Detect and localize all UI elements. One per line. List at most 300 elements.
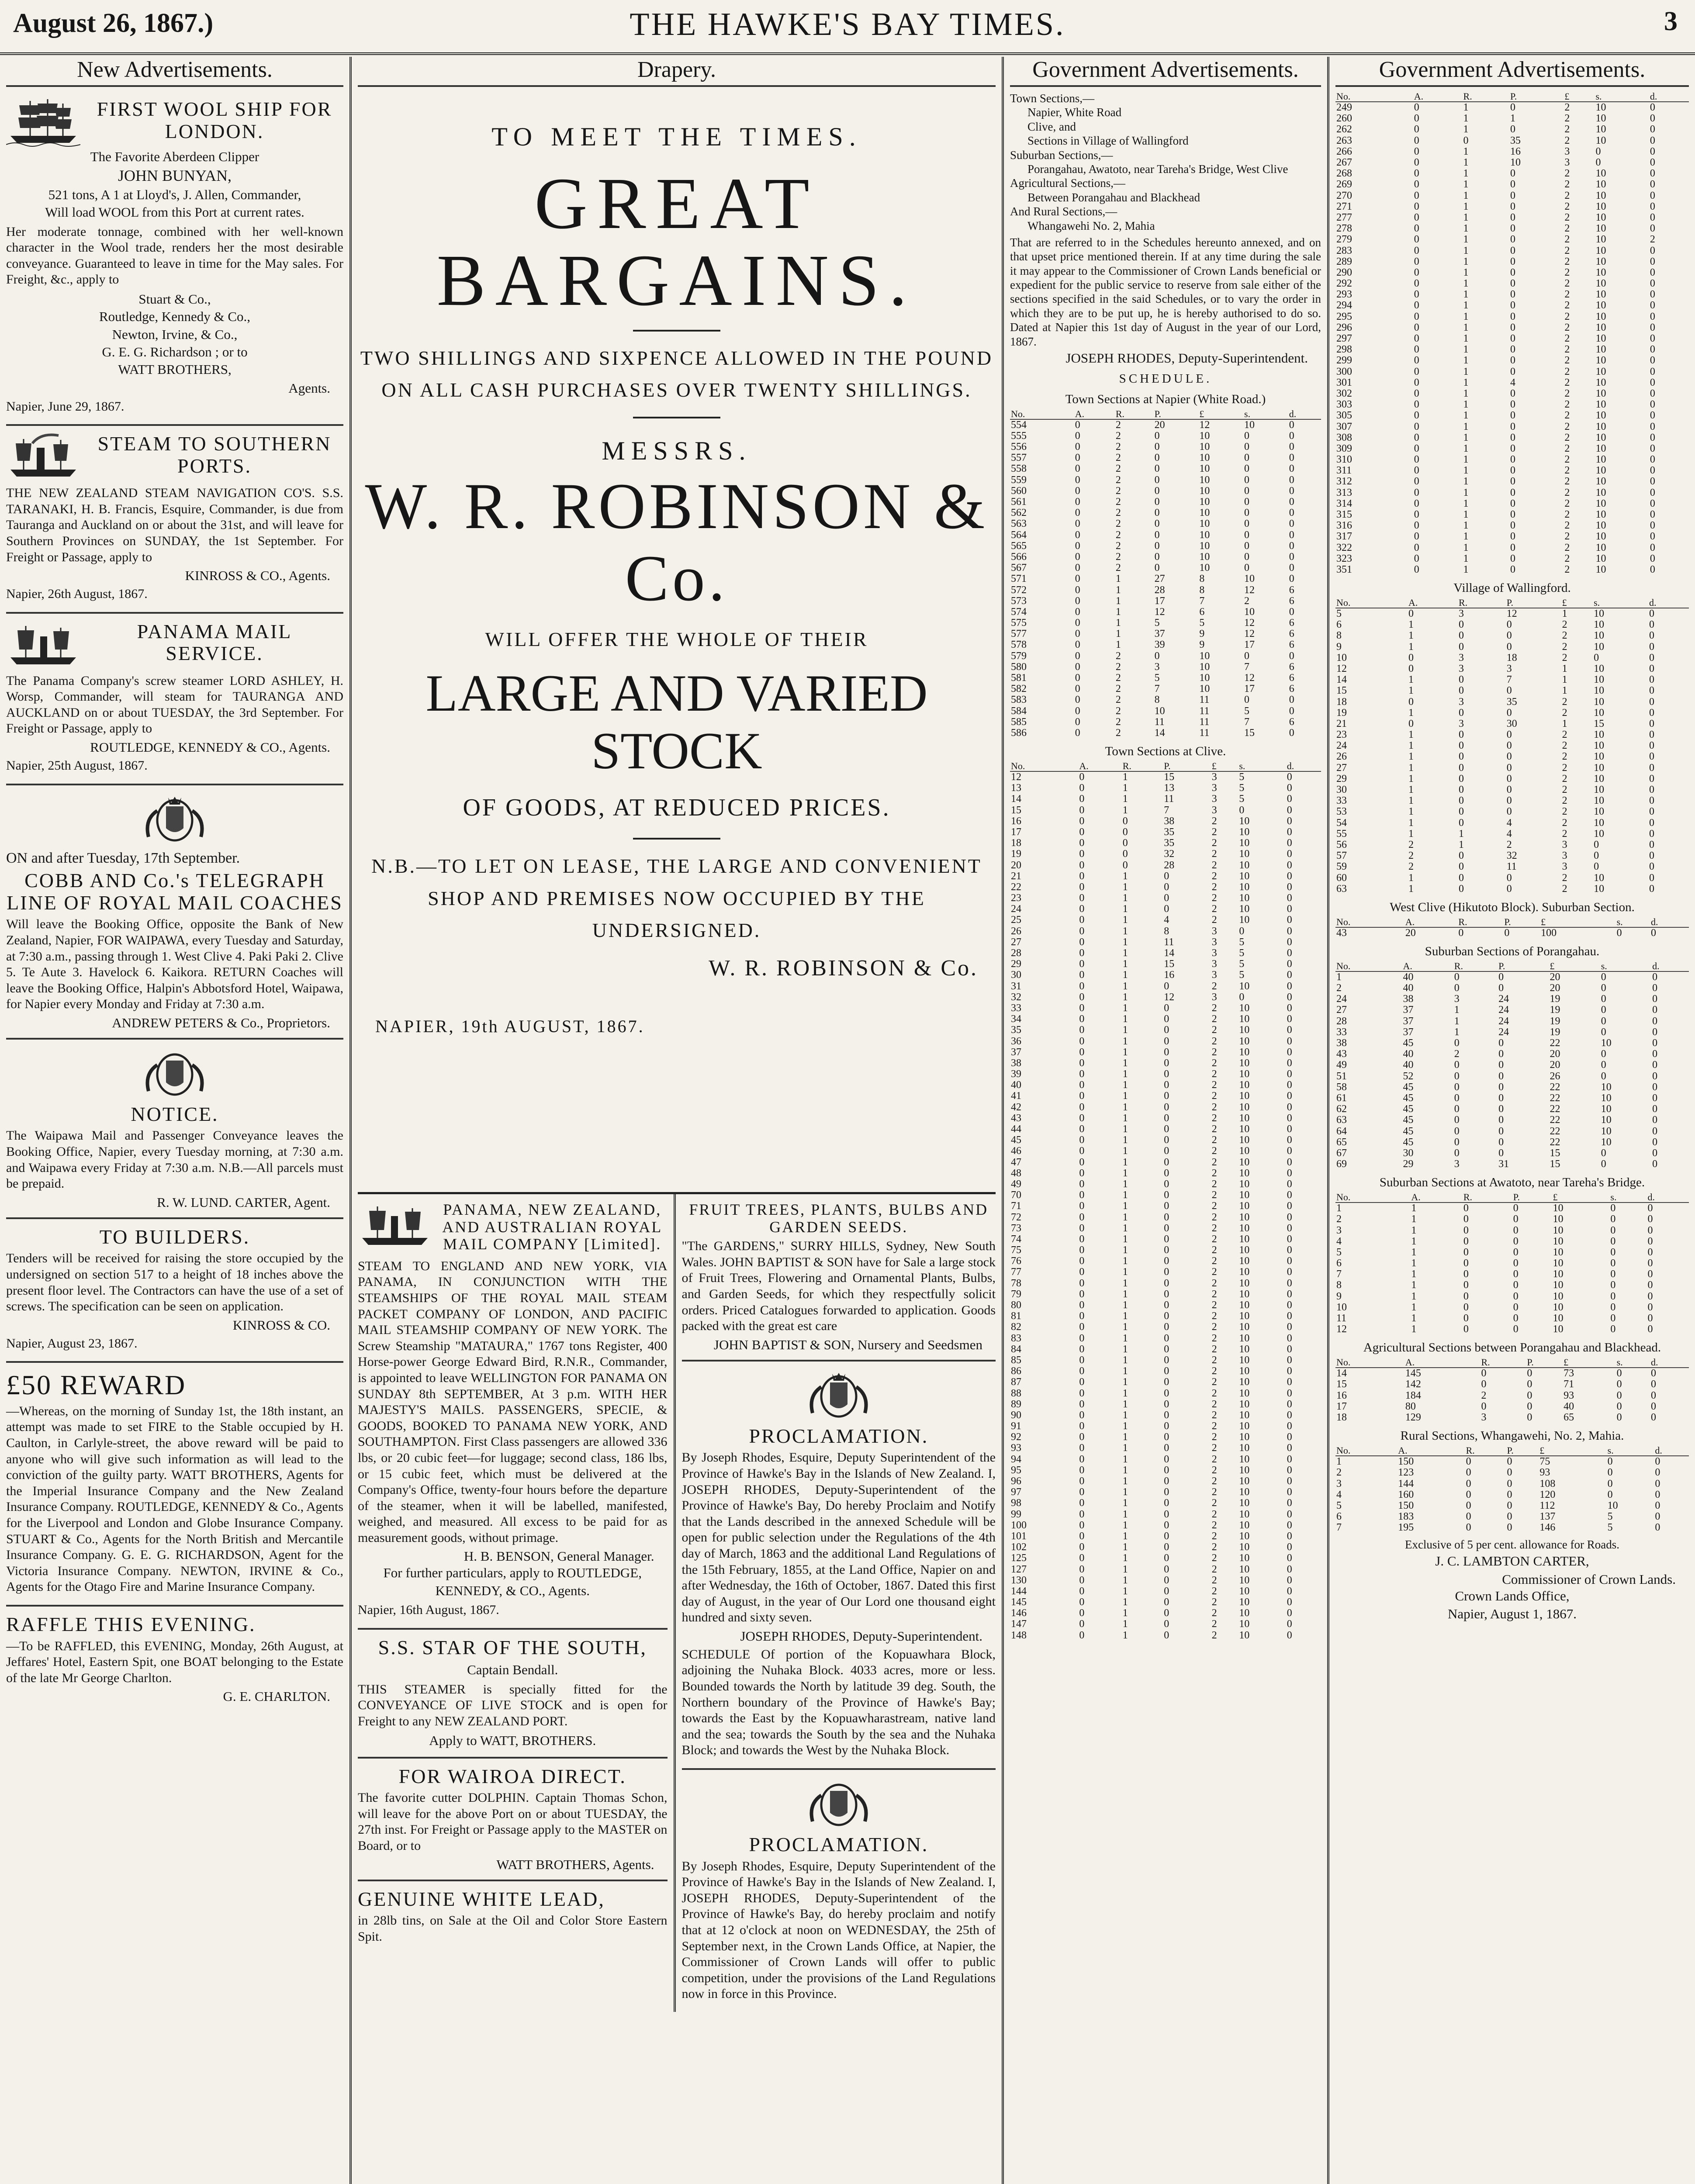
table-cell: 0 xyxy=(1164,1431,1169,1443)
table-cell: 0 xyxy=(1287,1332,1292,1344)
table-cell: 6 xyxy=(1289,661,1294,673)
table-cell: 10 xyxy=(1239,903,1250,915)
table-cell: 10 xyxy=(1239,1244,1250,1256)
table-cell: 0 xyxy=(1414,245,1419,256)
napier-sections-table xyxy=(1010,409,1321,739)
table-cell: 0 xyxy=(1510,531,1515,543)
table-cell: 1 xyxy=(1408,630,1414,642)
drapery-signature: W. R. ROBINSON & Co. xyxy=(709,955,978,981)
column-header: P. xyxy=(1163,761,1211,771)
table-cell: 1 xyxy=(1122,947,1128,959)
table-row xyxy=(1335,179,1689,190)
table-cell: 0 xyxy=(1647,1313,1653,1324)
table-cell: 0 xyxy=(1655,1511,1660,1523)
table-cell: 16 xyxy=(1164,969,1175,981)
table-cell: 2 xyxy=(1564,333,1570,345)
table-cell: 2 xyxy=(1211,1332,1217,1344)
table-cell: 4 xyxy=(1336,1489,1342,1500)
table-cell: 0 xyxy=(1287,1343,1292,1355)
table-cell: 0 xyxy=(1079,1035,1085,1047)
table-row xyxy=(1335,223,1689,234)
table-cell: 0 xyxy=(1650,135,1655,146)
table-cell: 2 xyxy=(1562,696,1567,708)
drapery-stock: LARGE AND VARIED STOCK xyxy=(425,663,928,780)
table-cell: 1 xyxy=(1408,817,1414,829)
table-cell: 0 xyxy=(1287,1145,1292,1157)
table-cell: 0 xyxy=(1075,529,1080,541)
table-cell: 260 xyxy=(1336,113,1352,124)
table-cell: 0 xyxy=(1287,1354,1292,1366)
table-cell: 0 xyxy=(1649,872,1655,884)
table-cell: 0 xyxy=(1507,1478,1512,1489)
table-cell: 10 xyxy=(1601,1103,1612,1115)
table-cell: 0 xyxy=(1463,1279,1469,1291)
schedule-heading: SCHEDULE. xyxy=(1119,372,1212,386)
ad-body: in 28lb tins, on Sale at the Oil and Color Store Eastern Spit. xyxy=(358,1913,668,1944)
table-cell: 10 xyxy=(1595,563,1606,575)
table-cell: 0 xyxy=(1244,441,1250,453)
table-cell: 3 xyxy=(1211,771,1217,783)
table-cell: 45 xyxy=(1011,1134,1021,1146)
table-cell: 144 xyxy=(1398,1478,1414,1489)
table-cell: 10 xyxy=(1594,751,1605,763)
table-cell: 2 xyxy=(1562,883,1567,895)
table-cell: 0 xyxy=(1650,223,1655,235)
table-cell: 1 xyxy=(1115,595,1121,607)
table-cell: 0 xyxy=(1513,1203,1519,1214)
table-cell: 0 xyxy=(1650,211,1655,223)
table-row xyxy=(1010,893,1321,904)
table-cell: 0 xyxy=(1414,145,1419,157)
column-header: £ xyxy=(1564,91,1595,102)
table-cell: 0 xyxy=(1652,971,1658,983)
table-cell: 312 xyxy=(1336,476,1352,487)
table-row xyxy=(1335,1093,1689,1104)
table-cell: 0 xyxy=(1289,507,1294,519)
table-cell: 1 xyxy=(1122,1607,1128,1619)
table-cell: 75 xyxy=(1539,1456,1550,1468)
table-cell: 0 xyxy=(1510,454,1515,466)
table-cell: 7 xyxy=(1244,716,1250,728)
table-cell: 2 xyxy=(1408,861,1414,873)
table-row xyxy=(1335,1368,1689,1379)
table-cell: 0 xyxy=(1414,563,1419,575)
table-cell: 10 xyxy=(1239,1519,1250,1531)
table-cell: 0 xyxy=(1510,256,1515,267)
table-cell: 1 xyxy=(1411,1324,1417,1335)
table-cell: 0 xyxy=(1513,1258,1519,1269)
drapery-goods: OF GOODS, AT REDUCED PRICES. xyxy=(463,794,891,821)
table-cell: 0 xyxy=(1652,1070,1658,1082)
table-cell: 0 xyxy=(1650,553,1655,564)
table-cell: 584 xyxy=(1011,705,1027,717)
table-row xyxy=(1010,1498,1321,1509)
table-cell: 2 xyxy=(1562,630,1567,642)
table-row xyxy=(1010,805,1321,816)
table-cell: 0 xyxy=(1466,1478,1471,1489)
table-cell: 1 xyxy=(1463,476,1469,487)
table-row xyxy=(1335,168,1689,179)
column-heading: Government Advertisements. xyxy=(1010,57,1321,87)
ad-title: COBB AND Co.'s TELEGRAPH LINE OF ROYAL MAIL COACHES xyxy=(7,869,343,914)
table-cell: 49 xyxy=(1011,1178,1021,1190)
table-cell: 310 xyxy=(1336,454,1352,466)
table-row xyxy=(1010,882,1321,893)
table-cell: 1 xyxy=(1122,804,1128,816)
table-cell: 2 xyxy=(1562,762,1567,774)
table-cell: 1 xyxy=(1411,1279,1417,1291)
ad-date: Napier, August 23, 1867. xyxy=(6,1336,138,1351)
table-cell: 2 xyxy=(1564,509,1570,521)
table-cell: 0 xyxy=(1164,1618,1169,1630)
intro-line: Between Porangahau and Blackhead xyxy=(1027,190,1200,204)
table-cell: 11 xyxy=(1506,861,1517,873)
table-row xyxy=(1335,564,1689,575)
table-row xyxy=(1010,1575,1321,1586)
table-cell: 0 xyxy=(1652,1026,1658,1038)
table-cell: 81 xyxy=(1011,1310,1021,1322)
table-cell: 1 xyxy=(1122,1508,1128,1520)
table-cell: 0 xyxy=(1498,1081,1504,1093)
table-cell: 11 xyxy=(1199,705,1210,717)
table-cell: 3 xyxy=(1211,804,1217,816)
table-row xyxy=(1335,774,1689,784)
table-row xyxy=(1010,827,1321,838)
table-cell: 18 xyxy=(1011,837,1021,849)
table-row xyxy=(1335,971,1689,983)
table-row xyxy=(1010,706,1321,717)
table-cell: 1 xyxy=(1122,1310,1128,1322)
table-cell: 65 xyxy=(1564,1412,1574,1424)
table-cell: 0 xyxy=(1164,1145,1169,1157)
table-cell: 10 xyxy=(1239,1277,1250,1289)
table-cell: 0 xyxy=(1164,1629,1169,1641)
table-cell: 1 xyxy=(1459,839,1464,850)
table-cell: 1 xyxy=(1408,762,1414,774)
table-cell: 69 xyxy=(1336,1158,1347,1170)
table-cell: 2 xyxy=(1115,419,1121,431)
table-cell: 1 xyxy=(1122,1156,1128,1168)
table-cell: 0 xyxy=(1287,1024,1292,1036)
table-cell: 10 xyxy=(1336,1301,1347,1313)
drapery-column xyxy=(352,57,1002,2184)
table-cell: 1 xyxy=(1411,1246,1417,1258)
table-cell: 0 xyxy=(1463,1235,1469,1247)
table-cell: 0 xyxy=(1510,245,1515,256)
table-cell: 0 xyxy=(1414,498,1419,509)
table-row xyxy=(1335,1280,1689,1291)
table-cell: 10 xyxy=(1239,1200,1250,1212)
table-cell: 0 xyxy=(1459,674,1464,686)
table-cell: 10 xyxy=(1239,1101,1250,1113)
table-row xyxy=(1010,563,1321,574)
table-cell: 578 xyxy=(1011,639,1027,651)
table-cell: 100 xyxy=(1011,1519,1027,1531)
table-cell: 13 xyxy=(1011,782,1021,794)
table-cell: 17 xyxy=(1244,639,1255,651)
table-row xyxy=(1335,300,1689,311)
table-cell: 0 xyxy=(1610,1290,1616,1302)
table-cell: 0 xyxy=(1414,344,1419,356)
table-cell: 0 xyxy=(1079,881,1085,893)
table-cell: 30 xyxy=(1403,1147,1414,1159)
table-cell: 10 xyxy=(1595,190,1606,201)
table-cell: 0 xyxy=(1075,661,1080,673)
table-cell: 0 xyxy=(1594,652,1599,663)
table-cell: 0 xyxy=(1079,1288,1085,1300)
table-cell: 2 xyxy=(1211,1046,1217,1058)
table-cell: 1 xyxy=(1562,608,1567,620)
table-cell: 0 xyxy=(1510,509,1515,521)
table-cell: 557 xyxy=(1011,452,1027,464)
table-cell: 10 xyxy=(1595,487,1606,498)
table-cell: 0 xyxy=(1289,452,1294,464)
table-cell: 1 xyxy=(1122,1299,1128,1311)
table-cell: 567 xyxy=(1011,562,1027,574)
table-cell: 2 xyxy=(1562,707,1567,719)
table-cell: 559 xyxy=(1011,474,1027,486)
table-cell: 0 xyxy=(1289,551,1294,563)
table-cell: 2 xyxy=(1564,410,1570,422)
column-header: P. xyxy=(1503,917,1540,927)
table-row xyxy=(1335,642,1689,653)
table-cell: 102 xyxy=(1011,1541,1027,1553)
table-cell: 0 xyxy=(1607,1467,1613,1479)
table-cell: 0 xyxy=(1414,211,1419,223)
table-cell: 10 xyxy=(1594,828,1605,840)
table-cell: 0 xyxy=(1513,1224,1519,1236)
table-cell: 0 xyxy=(1610,1258,1616,1269)
table-row xyxy=(1335,422,1689,432)
table-cell: 43 xyxy=(1336,1048,1347,1060)
table-cell: 16 xyxy=(1510,145,1521,157)
table-cell: 0 xyxy=(1164,1156,1169,1168)
column-header: A. xyxy=(1413,91,1463,102)
table-cell: 5 xyxy=(1336,1500,1342,1511)
table-cell: 292 xyxy=(1336,278,1352,290)
table-cell: 10 xyxy=(1239,837,1250,849)
table-cell: 1 xyxy=(1463,520,1469,532)
table-cell: 10 xyxy=(1601,1125,1612,1137)
table-cell: 0 xyxy=(1601,1015,1606,1027)
table-cell: 90 xyxy=(1011,1409,1021,1421)
table-cell: 83 xyxy=(1011,1332,1021,1344)
table-row xyxy=(1335,543,1689,553)
table-cell: 1 xyxy=(1115,584,1121,596)
table-cell: 0 xyxy=(1287,1222,1292,1234)
table-cell: 0 xyxy=(1289,650,1294,662)
table-cell: 23 xyxy=(1336,729,1347,741)
table-cell: 0 xyxy=(1289,573,1294,585)
table-cell: 0 xyxy=(1414,355,1419,366)
table-cell: 2 xyxy=(1211,1387,1217,1399)
table-cell: 35 xyxy=(1011,1024,1021,1036)
table-cell: 0 xyxy=(1414,157,1419,169)
table-cell: 0 xyxy=(1154,463,1160,475)
table-cell: 15 xyxy=(1550,1147,1560,1159)
table-row xyxy=(1010,662,1321,673)
table-cell: 184 xyxy=(1405,1389,1421,1401)
table-cell: 40 xyxy=(1564,1400,1574,1412)
table-cell: 2 xyxy=(1564,454,1570,466)
table-cell: 2 xyxy=(1564,223,1570,235)
table-cell: 2 xyxy=(1211,1464,1217,1476)
table-cell: 36 xyxy=(1011,1035,1021,1047)
table-cell: 1 xyxy=(1122,1090,1128,1102)
footer-date: Napier, August 1, 1867. xyxy=(1448,1606,1577,1621)
table-row xyxy=(1010,1080,1321,1091)
table-row xyxy=(1335,697,1689,708)
table-cell: 10 xyxy=(1594,740,1605,752)
table-cell: 0 xyxy=(1601,1070,1606,1082)
table-row xyxy=(1335,498,1689,509)
table-cell: 0 xyxy=(1164,1508,1169,1520)
table-cell: 0 xyxy=(1287,1057,1292,1069)
table-cell: 2 xyxy=(1211,1101,1217,1113)
table-row xyxy=(1010,1333,1321,1344)
table-cell: 7 xyxy=(1336,1268,1342,1280)
table-title: West Clive (Hikutoto Block). Suburban Section. xyxy=(1390,900,1635,914)
table-cell: 0 xyxy=(1289,463,1294,475)
ad-fruit-trees xyxy=(682,1194,996,1362)
table-cell: 5 xyxy=(1199,617,1205,629)
column-header: P. xyxy=(1506,1445,1539,1456)
table-cell: 0 xyxy=(1506,729,1512,741)
table-row xyxy=(1010,1190,1321,1201)
table-row xyxy=(1010,1278,1321,1289)
column-header: R. xyxy=(1465,1445,1506,1456)
table-cell: 59 xyxy=(1336,861,1347,873)
table-cell: 11 xyxy=(1199,727,1210,739)
table-cell: 10 xyxy=(1199,441,1210,453)
table-cell: 0 xyxy=(1079,1167,1085,1179)
table-cell: 5 xyxy=(1607,1511,1613,1523)
table-row xyxy=(1335,1082,1689,1093)
table-cell: 10 xyxy=(1239,980,1250,992)
table-cell: 0 xyxy=(1287,1464,1292,1476)
table-cell: 0 xyxy=(1459,630,1464,642)
table-cell: 0 xyxy=(1463,1313,1469,1324)
table-cell: 0 xyxy=(1079,837,1085,849)
table-cell: 2 xyxy=(1211,1024,1217,1036)
table-cell: 10 xyxy=(1595,289,1606,301)
table-cell: 10 xyxy=(1239,1321,1250,1333)
table-cell: 1 xyxy=(1122,1585,1128,1597)
table-cell: 0 xyxy=(1647,1290,1653,1302)
table-cell: 2 xyxy=(1564,432,1570,443)
table-cell: 0 xyxy=(1510,223,1515,235)
table-cell: 0 xyxy=(1650,442,1655,454)
table-cell: 0 xyxy=(1459,795,1464,807)
table-cell: 1 xyxy=(1463,542,1469,553)
table-cell: 289 xyxy=(1336,256,1352,267)
table-cell: 2 xyxy=(1562,817,1567,829)
column-header: P. xyxy=(1509,91,1564,102)
table-cell: 294 xyxy=(1336,300,1352,311)
table-cell: 0 xyxy=(1506,707,1512,719)
table-cell: 45 xyxy=(1403,1114,1414,1126)
table-cell: 10 xyxy=(1199,496,1210,508)
table-cell: 0 xyxy=(1650,432,1655,443)
table-cell: 2 xyxy=(1211,903,1217,915)
table-cell: 302 xyxy=(1336,387,1352,399)
ad-title: PROCLAMATION. xyxy=(749,1424,929,1447)
table-cell: 0 xyxy=(1079,1476,1085,1487)
table-cell: 1 xyxy=(1408,685,1414,697)
table-cell: 0 xyxy=(1616,1412,1622,1424)
table-cell: 0 xyxy=(1287,1618,1292,1630)
table-cell: 0 xyxy=(1650,179,1655,190)
table-cell: 15 xyxy=(1550,1158,1560,1170)
table-row xyxy=(1010,959,1321,970)
table-row xyxy=(1335,1258,1689,1269)
table-cell: 86 xyxy=(1011,1365,1021,1377)
table-cell: 6 xyxy=(1199,606,1205,618)
table-row xyxy=(1010,651,1321,662)
table-cell: 2 xyxy=(1115,727,1121,739)
table-cell: 2 xyxy=(1562,773,1567,784)
table-cell: 322 xyxy=(1336,542,1352,553)
table-cell: 0 xyxy=(1075,617,1080,629)
table-cell: 10 xyxy=(1239,1167,1250,1179)
table-cell: 0 xyxy=(1594,850,1599,862)
table-cell: 0 xyxy=(1075,606,1080,618)
table-cell: 2 xyxy=(1115,551,1121,563)
table-row xyxy=(1335,806,1689,817)
table-cell: 0 xyxy=(1652,1037,1658,1049)
drapery-date: NAPIER, 19th AUGUST, 1867. xyxy=(375,1016,645,1036)
table-cell: 0 xyxy=(1164,1574,1169,1586)
table-cell: 10 xyxy=(1239,1178,1250,1190)
table-cell: 1 xyxy=(1122,1453,1128,1465)
table-row xyxy=(1335,256,1689,267)
table-header-row xyxy=(1335,1357,1689,1368)
table-cell: 0 xyxy=(1154,650,1160,662)
table-cell: 2 xyxy=(1115,474,1121,486)
table-cell: 2 xyxy=(1564,311,1570,322)
table-cell: 0 xyxy=(1466,1511,1471,1523)
table-cell: 0 xyxy=(1650,102,1655,114)
ad-signature: H. B. BENSON, General Manager. xyxy=(464,1548,654,1564)
table-cell: 1 xyxy=(1122,1365,1128,1377)
table-cell: 2 xyxy=(1211,1112,1217,1124)
table-cell: 0 xyxy=(1079,1310,1085,1322)
table-cell: 0 xyxy=(1649,674,1655,686)
office-name: Crown Lands Office, xyxy=(1455,1588,1570,1604)
table-cell: 10 xyxy=(1595,509,1606,521)
table-cell: 1 xyxy=(1411,1290,1417,1302)
clive-sections-table xyxy=(1010,761,1321,1641)
table-cell: 0 xyxy=(1075,540,1080,552)
table-row xyxy=(1335,1016,1689,1027)
table-cell: 10 xyxy=(1239,1035,1250,1047)
table-cell: 0 xyxy=(1408,696,1414,708)
table-cell: 0 xyxy=(1616,1379,1622,1390)
table-cell: 0 xyxy=(1289,474,1294,486)
table-cell: 93 xyxy=(1564,1389,1574,1401)
table-cell: 0 xyxy=(1510,200,1515,212)
table-cell: 1 xyxy=(1463,289,1469,301)
table-cell: 35 xyxy=(1164,826,1175,838)
ad-date: Napier, 16th August, 1867. xyxy=(358,1603,499,1617)
table-cell: 0 xyxy=(1287,925,1292,937)
table-cell: 0 xyxy=(1075,694,1080,706)
table-cell: 123 xyxy=(1398,1467,1414,1479)
table-cell: 0 xyxy=(1647,1268,1653,1280)
table-cell: 1 xyxy=(1122,1563,1128,1575)
table-cell: 2 xyxy=(1564,498,1570,509)
drapery-great-bargains: GREAT BARGAINS. xyxy=(436,163,917,321)
